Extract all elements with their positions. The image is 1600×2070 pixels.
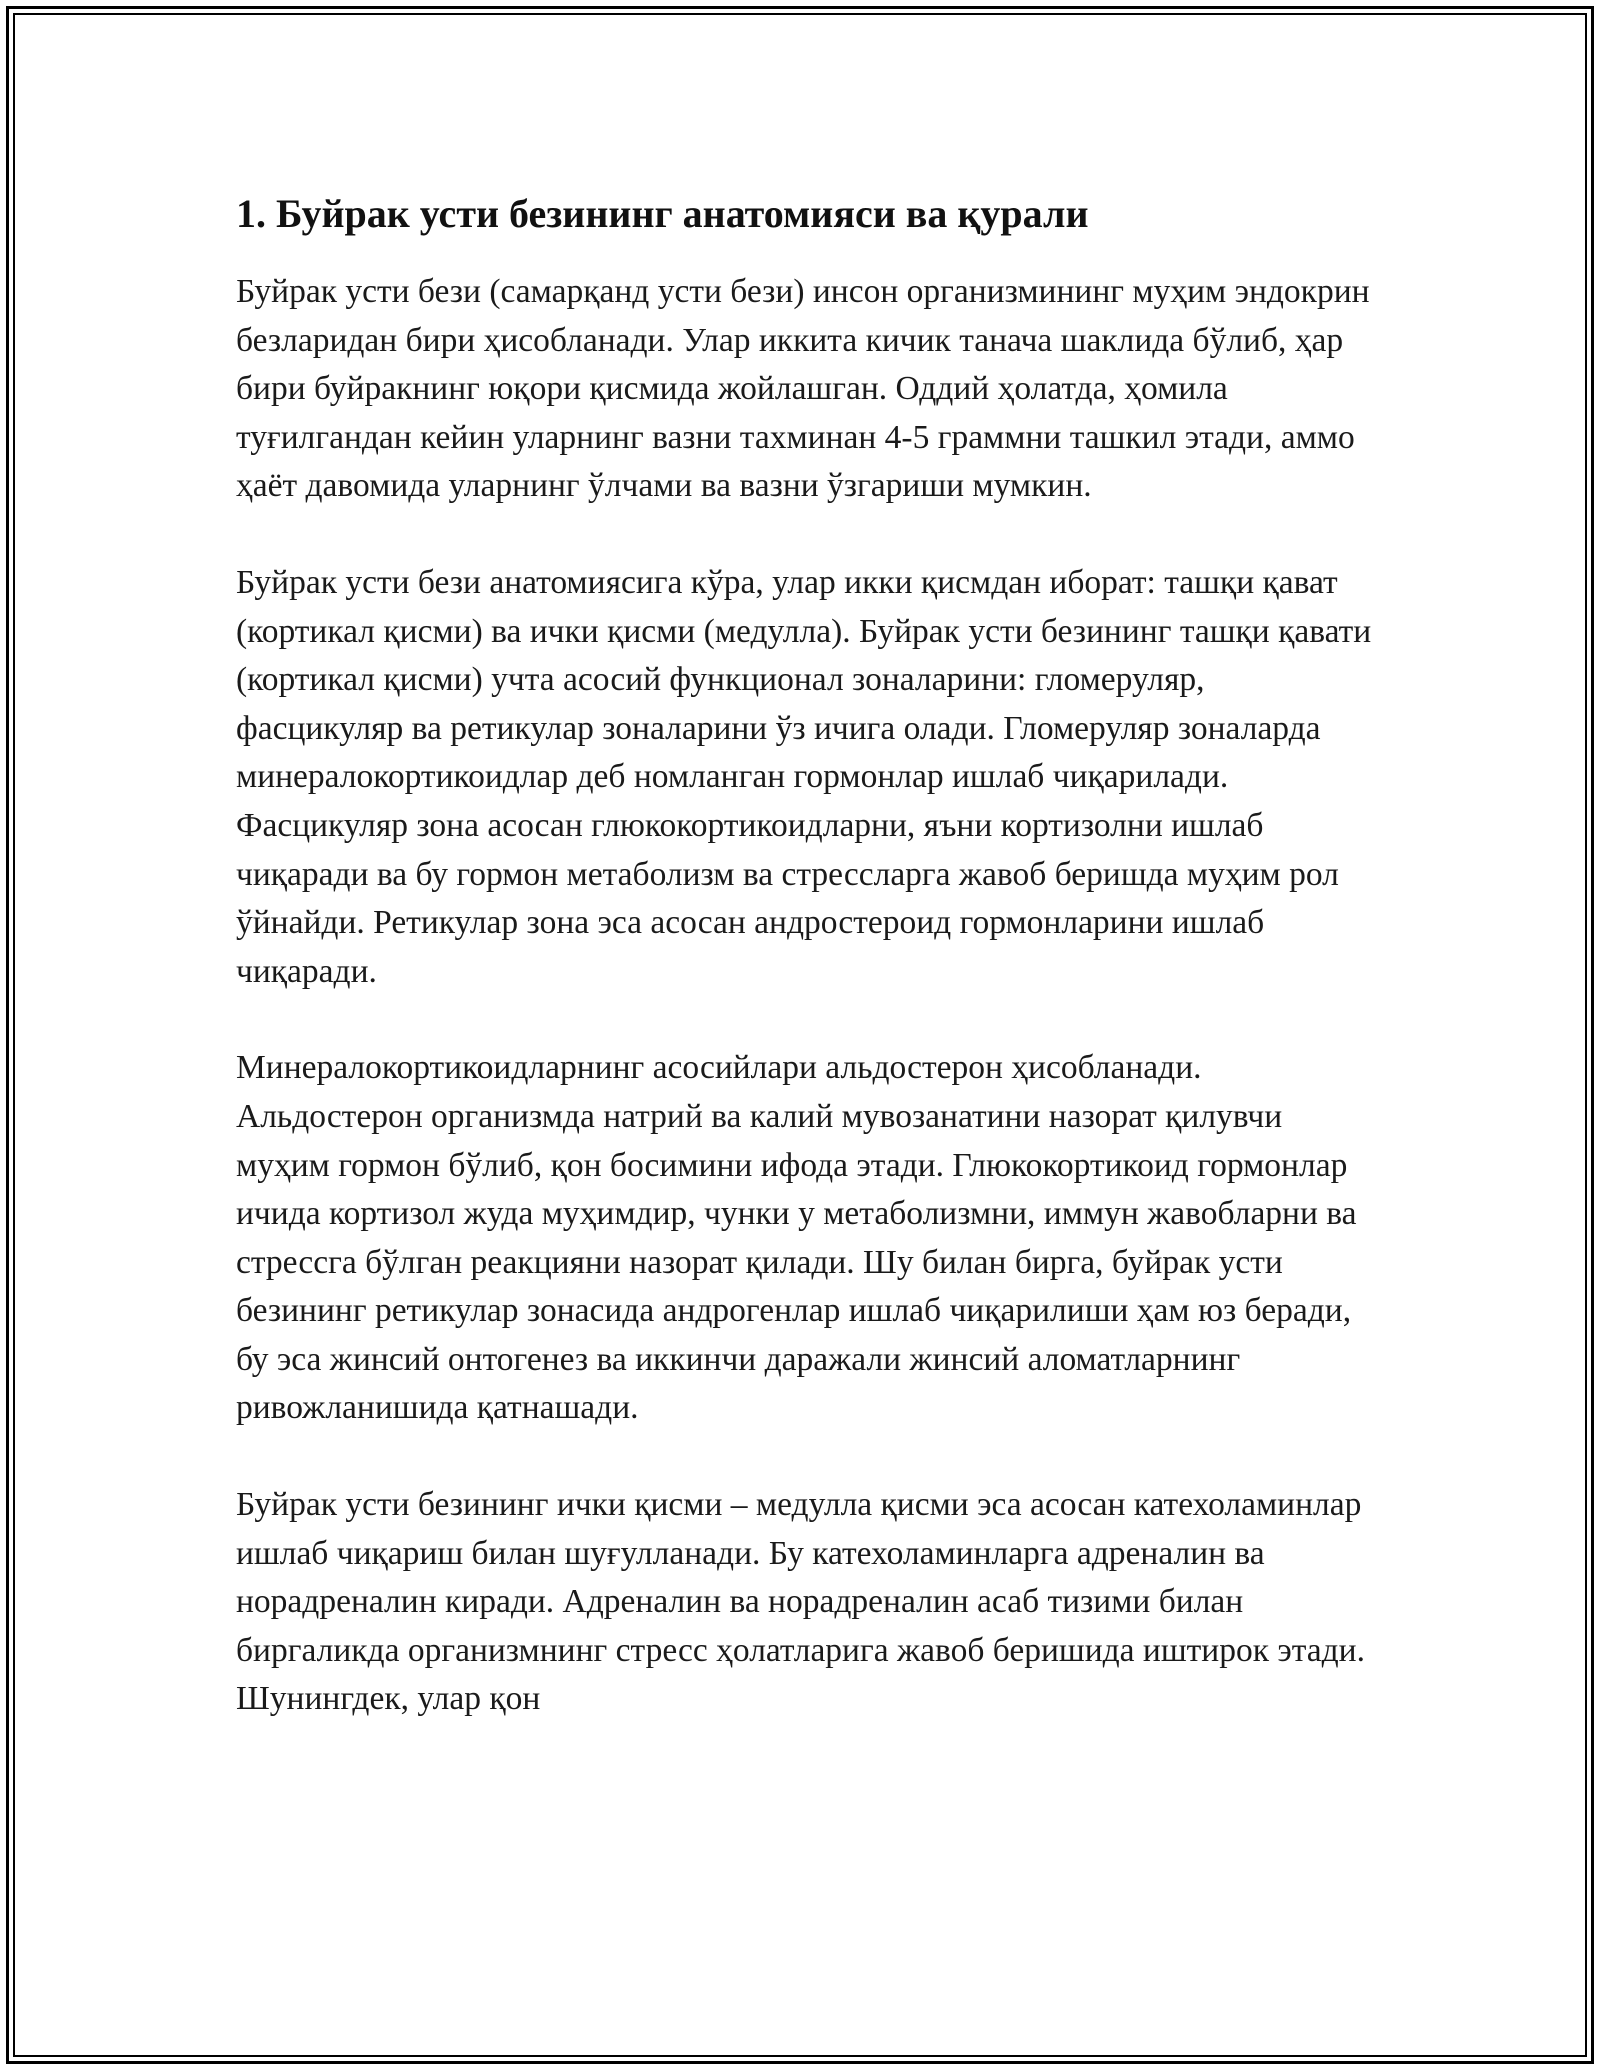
paragraph-2: Буйрак усти бези анатомиясига кўра, улар икки қисмдан иборат: ташқи қават (кортикал қисми) ва ички қисми (медулла). Буйрак усти безининг ташқи қавати (кортикал қисми) учта асосий функционал зоналарини: гломеруляр, фасцикуляр ва ретикулар зоналарини ўз ичига олади. Гломеруляр зоналарда минералокортикоидлар деб номланган гормонлар ишлаб чиқарилади. Фасцикуляр зона асосан глюкокортикоидларни, яъни кортизолни ишлаб чиқаради ва бу гормон метаболизм ва стрессларга жавоб беришда муҳим рол ўйнайди. Ретикулар зона эса асосан андростероид гормонларини ишлаб чиқаради. bbox=[236, 563, 1372, 990]
section-heading: 1. Буйрак усти безининг анатомияси ва қурали bbox=[236, 191, 1089, 236]
document-body bbox=[236, 186, 1376, 1772]
paragraph-3: Минералокортикоидларнинг асосийлари альдостерон ҳисобланади. Альдостерон организмда натрий ва калий мувозанатини назорат қилувчи муҳим гормон бўлиб, қон босимини ифода этади. Глюкокортикоид гормонлар ичида кортизол жуда муҳимдир, чунки у метаболизмни, иммун жавобларни ва стрессга бўлган реакцияни назорат қилади. Шу билан бирга, буйрак усти безининг ретикулар зонасида андрогенлар ишлаб чиқарилиши ҳам юз беради, бу эса жинсий онтогенез ва иккинчи даражали жинсий аломатларнинг ривожланишида қатнашади. bbox=[236, 1049, 1357, 1427]
paragraph-4: Буйрак усти безининг ички қисми – медулла қисми эса асосан катехоламинлар ишлаб чиқариш билан шуғулланади. Бу катехоламинларга адреналин ва норадреналин киради. Адреналин ва норадреналин асаб тизими билан биргаликда организмнинг стресс ҳолатларига жавоб беришида иштирок этади. Шунингдек, улар қон bbox=[236, 1486, 1365, 1718]
paragraph-1: Буйрак усти бези (самарқанд усти бези) инсон организмининг муҳим эндокрин безларидан бири ҳисобланади. Улар иккита кичик танача шаклида бўлиб, ҳар бири буйракнинг юқори қисмида жойлашган. Оддий ҳолатда, ҳомила туғилгандан кейин уларнинг вазни тахминан 4-5 граммни ташкил этади, аммо ҳаёт давомида уларнинг ўлчами ва вазни ўзгариши мумкин. bbox=[236, 273, 1370, 505]
